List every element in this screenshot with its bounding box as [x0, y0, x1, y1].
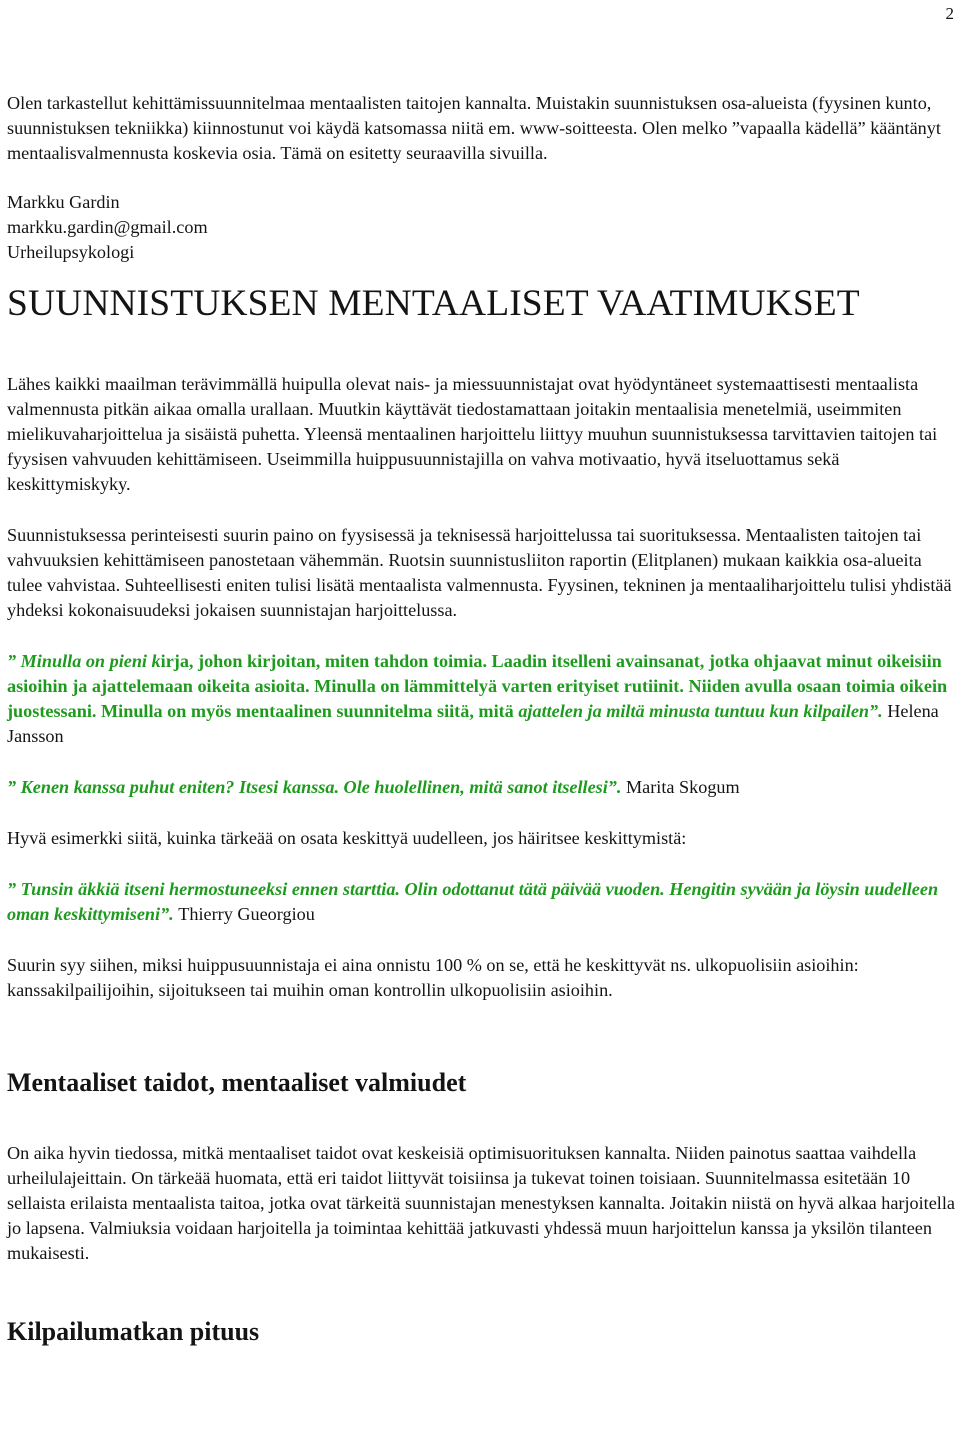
quote-author: Marita Skogum: [626, 777, 740, 797]
page-number: 2: [945, 4, 954, 23]
section-heading-mental-skills: Mentaaliset taidot, mentaaliset valmiudet: [7, 1068, 467, 1097]
author-email: markku.gardin@gmail.com: [7, 217, 208, 237]
quote-part-bold: irja, johon kirjoitan, miten tahdon toimia. Laadin itselleni avainsanat, jotka ohjaavat minut oikeisiin asioihin ja ajattelemaan oikeita asioita. Minulla on lämmittelyä varten erityiset rutiinit. Niiden avulla osaan toimia oikein juostessani. Minulla on myös mentaalinen suunnitelma siitä, mitä: [7, 651, 948, 721]
section-heading-mental-requirements: SUUNNISTUKSEN MENTAALISET VAATIMUKSET: [7, 283, 860, 324]
example-intro: Hyvä esimerkki siitä, kuinka tärkeää on osata keskittyä uudelleen, jos häiritsee keskittymistä:: [7, 828, 687, 848]
quote-open-mark: ”: [7, 651, 17, 671]
body-paragraph-3: Suurin syy siihen, miksi huippusuunnistaja ei aina onnistu 100 % on se, että he keskittyvät ns. ulkopuolisiin asioihin: kanssakilpailijoihin, sijoitukseen tai muihin oman kontrollin ulkopuolisiin asioihin.: [7, 955, 859, 1000]
intro-paragraph: Olen tarkastellut kehittämissuunnitelmaa mentaalisten taitojen kannalta. Muistakin suunnistuksen osa-alueista (fyysinen kunto, suunnistuksen tekniikka) kiinnostunut voi käydä katsomassa niitä em. www-soitteesta. Olen melko ”vapaalla kädellä” kääntänyt mentaalisvalmennusta koskevia osia. Tämä on esitetty seuraavilla sivuilla.: [7, 93, 941, 163]
body-paragraph-1: Lähes kaikki maailman terävimmällä huipulla olevat nais- ja miessuunnistajat ovat hyödyntäneet systemaattisesti mentaalista valmennusta pitkän aikaa omalla urallaan. Muutkin käyttävät tiedostamattaan joitakin mentaalisia menetelmiä, useimmiten mielikuvaharjoittelua ja sisäistä puhetta. Yleensä mentaalinen harjoittelu liittyy muuhun suunnistuksessa tarvittavien taitojen tai fyysisen vahvuuden kehittämiseen. Useimmilla huippusuunnistajilla on vahva motivaatio, hyvä itseluottamus sekä keskittymiskyky.: [7, 374, 938, 494]
quote-part-italic-start: Minulla on pieni k: [20, 651, 161, 671]
section-heading-race-distance: Kilpailumatkan pituus: [7, 1317, 260, 1346]
quote-text: ” Tunsin äkkiä itseni hermostuneeksi ennen starttia. Olin odottanut tätä päivää vuoden. Hengitin syvään ja löysin uudelleen oman keskittymiseni”.: [7, 879, 939, 924]
quote-part-italic-end: ajattelen ja miltä minusta tuntuu kun kilpailen”.: [518, 701, 883, 721]
quote-thierry-gueorgiou: [7, 877, 955, 927]
author-title: Urheilupsykologi: [7, 242, 135, 262]
document-body: [7, 91, 955, 1348]
author-name: Markku Gardin: [7, 192, 120, 212]
quote-helena-jansson: [7, 649, 955, 749]
quote-text: ” Kenen kanssa puhut eniten? Itsesi kanssa. Ole huolellinen, mitä sanot itsellesi”.: [7, 777, 622, 797]
quote-marita-skogum: [7, 775, 955, 800]
quote-author: Thierry Gueorgiou: [178, 904, 315, 924]
body-paragraph-skills: On aika hyvin tiedossa, mitkä mentaaliset taidot ovat keskeisiä optimisuorituksen kannalta. Niiden painotus saattaa vaihdella urheilulajeittain. On tärkeää huomata, että eri taidot liittyvät toisiinsa ja tukevat toinen toisiaan. Suunnitelmassa esitetään 10 sellaista erilaista mentaalista taitoa, jotka ovat tärkeitä suunnistajan menestyksen kannalta. Joitakin niistä on hyvä alkaa harjoitella jo lapsena. Valmiuksia voidaan harjoitella ja toimintaa kehittää jatkuvasti yhdessä muun harjoittelun kanssa ja yksilön tilanteen mukaisesti.: [7, 1143, 955, 1263]
quote-author: Helena Jansson: [7, 701, 939, 746]
body-paragraph-2: Suunnistuksessa perinteisesti suurin paino on fyysisessä ja teknisessä harjoittelussa tai suorituksessa. Mentaalisten taitojen tai vahvuuksien kehittämiseen panostetaan vähemmän. Ruotsin suunnistusliiton raportin (Elitplanen) mukaan kaikkia osa-alueita tulee vahvistaa. Suhteellisesti eniten tulisi lisätä mentaalista valmennusta. Fyysinen, tekninen ja mentaaliharjoittelu tulisi yhdistää yhdeksi kokonaisuudeksi jokaisen suunnistajan harjoittelussa.: [7, 525, 952, 620]
